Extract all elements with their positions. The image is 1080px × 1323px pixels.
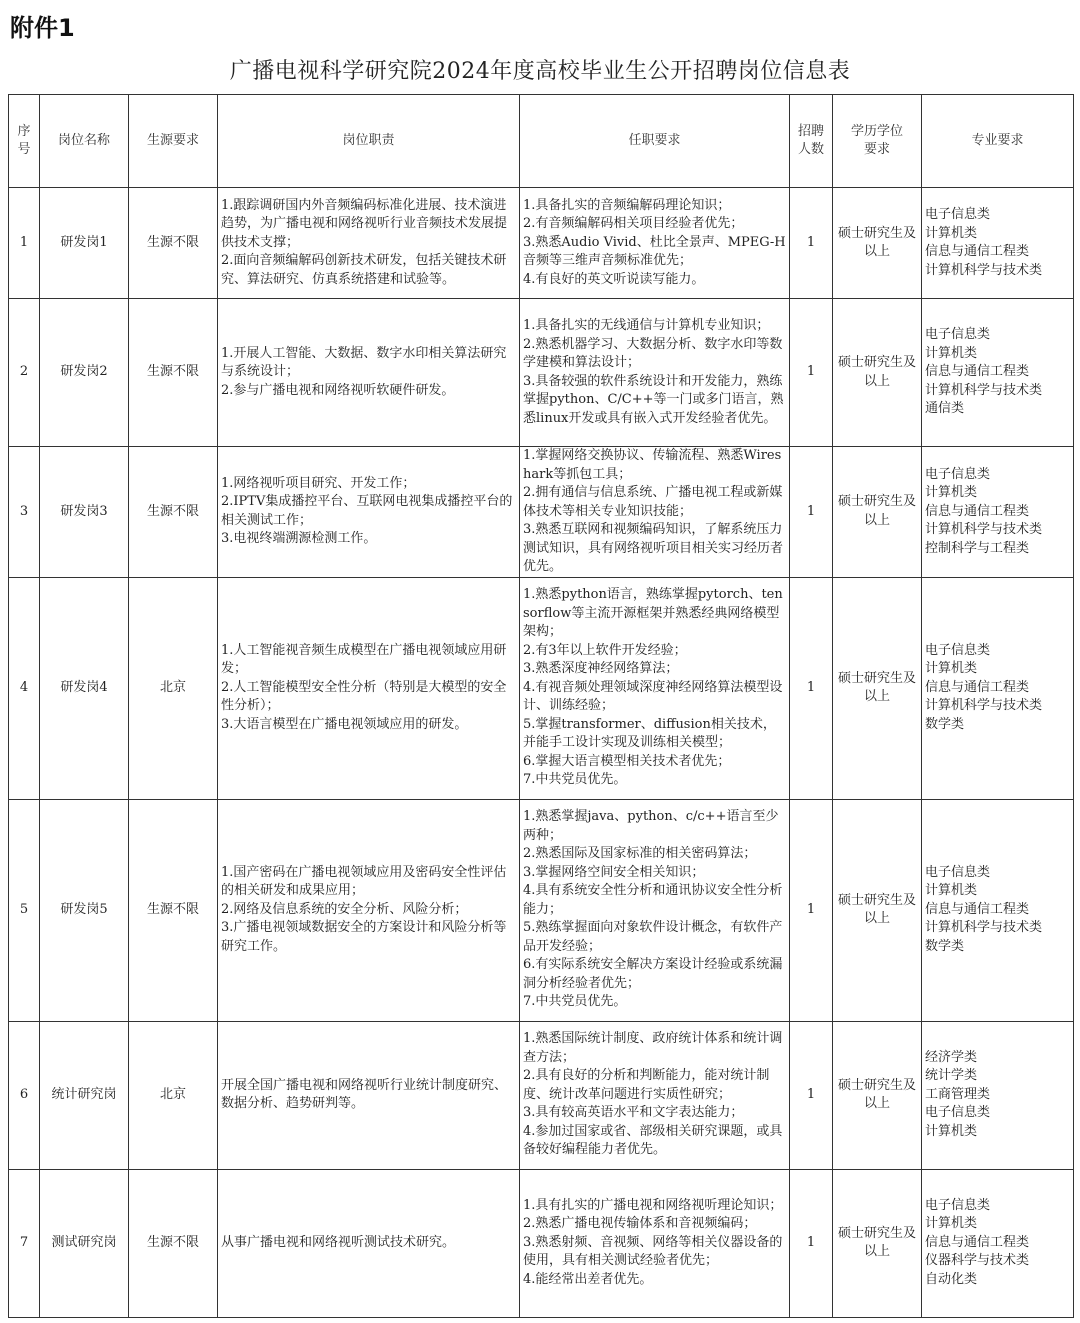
table-row — [9, 299, 1074, 447]
cell-seq: 1 — [9, 188, 40, 299]
requirements-text: 1.具有扎实的广播电视和网络视听理论知识； 2.熟悉广播电视传输体系和音视频编码； 3.熟悉射频、音视频、网络等相关仪器设备的使用，具有相关测试经验者优先； 4.能经常出差者优先。 — [523, 1197, 783, 1287]
cell-requirements — [520, 799, 790, 1021]
requirements-text: 1.熟悉python语言，熟练掌握pytorch、tensorflow等主流开源框架并熟悉经典网络模型架构； 2.有3年以上软件开发经验； 3.熟悉深度神经网络算法； 4.有视音频处理领域深度神经网络算法模型设计、训练经验； 5.掌握transformer、diffusion相关技术，并能手工设计实现及训练相关模型； 6.掌握大语言模型相关技术者优先； 7.中共党员优先。 — [523, 587, 783, 788]
requirements-text: 1.具备扎实的音频编解码理论知识； 2.有音频编解码相关项目经验者优先； 3.熟悉Audio Vivid、杜比全景声、MPEG-H音频等三维声音频标准优先； 4.有良好的英文听说读写能力。 — [523, 197, 786, 287]
requirements-text: 1.掌握网络交换协议、传输流程、熟悉Wireshark等抓包工具； 2.拥有通信与信息系统、广播电视工程或新媒体技术等相关专业知识技能； 3.熟悉互联网和视频编码知识，了解系统压力测试知识，具有网络视听项目相关实习经历者优先。 — [523, 448, 784, 574]
cell-requirements — [520, 188, 790, 299]
cell-position: 研发岗5 — [40, 799, 129, 1021]
cell-degree: 硕士研究生及以上 — [833, 447, 922, 578]
cell-count: 1 — [790, 299, 833, 447]
major-item: 计算机科学与技术类 — [925, 382, 1043, 398]
cell-count: 1 — [790, 577, 833, 799]
cell-requirements — [520, 577, 790, 799]
recruitment-table — [8, 94, 1074, 1318]
major-item: 信息与通信工程类 — [925, 364, 1030, 380]
duties-text: 从事广播电视和网络视听测试技术研究。 — [221, 1234, 456, 1250]
major-item: 经济学类 — [925, 1049, 978, 1065]
cell-duties — [218, 577, 520, 799]
cell-position: 测试研究岗 — [40, 1169, 129, 1317]
cell-count: 1 — [790, 799, 833, 1021]
major-item: 电子信息类 — [925, 327, 991, 343]
cell-degree: 硕士研究生及以上 — [833, 799, 922, 1021]
header-degree: 学历学位要求 — [833, 95, 922, 188]
major-item: 电子信息类 — [925, 466, 991, 482]
major-item: 计算机科学与技术类 — [925, 698, 1043, 714]
table-row — [9, 577, 1074, 799]
cell-seq: 3 — [9, 447, 40, 578]
cell-major — [922, 577, 1074, 799]
cell-duties — [218, 1021, 520, 1169]
major-item: 工商管理类 — [925, 1086, 991, 1102]
table-row — [9, 1021, 1074, 1169]
cell-degree: 硕士研究生及以上 — [833, 577, 922, 799]
cell-duties — [218, 299, 520, 447]
header-major: 专业要求 — [922, 95, 1074, 188]
major-item: 计算机科学与技术类 — [925, 262, 1043, 278]
major-item: 电子信息类 — [925, 1197, 991, 1213]
requirements-text: 1.熟悉国际统计制度、政府统计体系和统计调查方法； 2.具有良好的分析和判断能力，能对统计制度、统计改革问题进行实质性研究； 3.具有较高英语水平和文字表达能力； 4.参加过国家或省、部级相关研究课题，或具备较好编程能力者优先。 — [523, 1031, 783, 1158]
cell-major — [922, 1169, 1074, 1317]
cell-position: 研发岗1 — [40, 188, 129, 299]
major-item: 通信类 — [925, 401, 965, 417]
duties-text: 1.开展人工智能、大数据、数字水印相关算法研究与系统设计； 2.参与广播电视和网络视听软硬件研发。 — [221, 345, 507, 398]
table-row — [9, 447, 1074, 578]
cell-count: 1 — [790, 1021, 833, 1169]
cell-seq: 6 — [9, 1021, 40, 1169]
cell-degree: 硕士研究生及以上 — [833, 1021, 922, 1169]
cell-position: 研发岗2 — [40, 299, 129, 447]
cell-seq: 7 — [9, 1169, 40, 1317]
major-item: 计算机类 — [925, 225, 978, 241]
major-item: 信息与通信工程类 — [925, 503, 1030, 519]
major-item: 计算机类 — [925, 1123, 978, 1139]
cell-major — [922, 299, 1074, 447]
header-duties: 岗位职责 — [218, 95, 520, 188]
duties-text: 1.国产密码在广播电视领域应用及密码安全性评估的相关研发和成果应用； 2.网络及信息系统的安全分析、风险分析； 3.广播电视领域数据安全的方案设计和风险分析等研究工作。 — [221, 864, 507, 954]
major-item: 信息与通信工程类 — [925, 679, 1030, 695]
cell-major — [922, 799, 1074, 1021]
major-item: 计算机科学与技术类 — [925, 522, 1043, 537]
duties-text: 1.网络视听项目研究、开发工作； 2.IPTV集成播控平台、互联网电视集成播控平台的相关测试工作； 3.电视终端溯源检测工作。 — [221, 475, 513, 547]
major-item: 计算机类 — [925, 485, 978, 500]
cell-position: 研发岗3 — [40, 447, 129, 578]
major-item: 计算机类 — [925, 883, 978, 899]
cell-source: 生源不限 — [129, 447, 218, 578]
requirements-text: 1.具备扎实的无线通信与计算机专业知识； 2.熟悉机器学习、大数据分析、数字水印等数学建模和算法设计； 3.具备较强的软件系统设计和开发能力，熟练掌握python、C/C++等一门或多门语言，熟悉linux开发或具有嵌入式开发经验者优先。 — [523, 318, 784, 426]
major-item: 电子信息类 — [925, 1105, 991, 1121]
major-item: 计算机类 — [925, 661, 978, 677]
major-item: 电子信息类 — [925, 642, 991, 658]
major-item: 统计学类 — [925, 1068, 978, 1084]
duties-text: 1.人工智能视音频生成模型在广播电视领域应用研发； 2.人工智能模型安全性分析（特别是大模型的安全性分析）； 3.大语言模型在广播电视领域应用的研发。 — [221, 642, 507, 732]
cell-degree: 硕士研究生及以上 — [833, 299, 922, 447]
major-item: 仪器科学与技术类 — [925, 1253, 1030, 1269]
cell-seq: 2 — [9, 299, 40, 447]
cell-major — [922, 188, 1074, 299]
cell-source: 生源不限 — [129, 299, 218, 447]
duties-text: 开展全国广播电视和网络视听行业统计制度研究、数据分析、趋势研判等。 — [221, 1077, 508, 1111]
cell-duties — [218, 1169, 520, 1317]
major-item: 数学类 — [925, 938, 965, 954]
cell-position: 统计研究岗 — [40, 1021, 129, 1169]
major-item: 电子信息类 — [925, 864, 991, 880]
cell-source: 生源不限 — [129, 188, 218, 299]
header-position: 岗位名称 — [40, 95, 129, 188]
cell-seq: 4 — [9, 577, 40, 799]
major-item: 数学类 — [925, 716, 965, 732]
attachment-label: 附件1 — [10, 14, 75, 42]
page-title: 广播电视科学研究院2024年度高校毕业生公开招聘岗位信息表 — [229, 59, 851, 84]
table-row — [9, 1169, 1074, 1317]
cell-count: 1 — [790, 188, 833, 299]
major-item: 计算机科学与技术类 — [925, 920, 1043, 936]
major-item: 计算机类 — [925, 1216, 978, 1232]
header-source: 生源要求 — [129, 95, 218, 188]
cell-source: 北京 — [129, 577, 218, 799]
table-row — [9, 799, 1074, 1021]
duties-text: 1.跟踪调研国内外音频编码标准化进展、技术演进趋势，为广播电视和网络视听行业音频技术发展提供技术支撑； 2.面向音频编解码创新技术研发，包括关键技术研究、算法研究、仿真系统搭建和试验等。 — [221, 197, 508, 287]
cell-requirements — [520, 299, 790, 447]
cell-requirements — [520, 1021, 790, 1169]
cell-degree: 硕士研究生及以上 — [833, 188, 922, 299]
cell-requirements — [520, 1169, 790, 1317]
requirements-text: 1.熟悉掌握java、python、c/c++语言至少两种； 2.熟悉国际及国家标准的相关密码算法； 3.掌握网络空间安全相关知识； 4.具有系统安全性分析和通讯协议安全性分析能力； 5.熟练掌握面向对象软件设计概念，有软件产品开发经验； 6.有实际系统安全解决方案设计经验或系统漏洞分析经验者优先； 7.中共党员优先。 — [523, 809, 783, 1010]
cell-duties — [218, 447, 520, 578]
cell-seq: 5 — [9, 799, 40, 1021]
cell-count: 1 — [790, 447, 833, 578]
header-requirements: 任职要求 — [520, 95, 790, 188]
major-item: 自动化类 — [925, 1271, 978, 1287]
major-item: 信息与通信工程类 — [925, 244, 1030, 259]
cell-source: 北京 — [129, 1021, 218, 1169]
major-item: 信息与通信工程类 — [925, 1234, 1030, 1250]
major-item: 电子信息类 — [925, 207, 991, 222]
cell-requirements — [520, 447, 790, 578]
cell-count: 1 — [790, 1169, 833, 1317]
cell-duties — [218, 188, 520, 299]
cell-source: 生源不限 — [129, 1169, 218, 1317]
major-item: 计算机类 — [925, 345, 978, 361]
cell-source: 生源不限 — [129, 799, 218, 1021]
cell-major — [922, 447, 1074, 578]
table-header-row — [9, 95, 1074, 188]
cell-degree: 硕士研究生及以上 — [833, 1169, 922, 1317]
cell-duties — [218, 799, 520, 1021]
cell-major — [922, 1021, 1074, 1169]
major-item: 控制科学与工程类 — [925, 540, 1030, 556]
table-row — [9, 188, 1074, 299]
header-count: 招聘人数 — [790, 95, 833, 188]
cell-position: 研发岗4 — [40, 577, 129, 799]
header-seq: 序号 — [9, 95, 40, 188]
major-item: 信息与通信工程类 — [925, 901, 1030, 917]
